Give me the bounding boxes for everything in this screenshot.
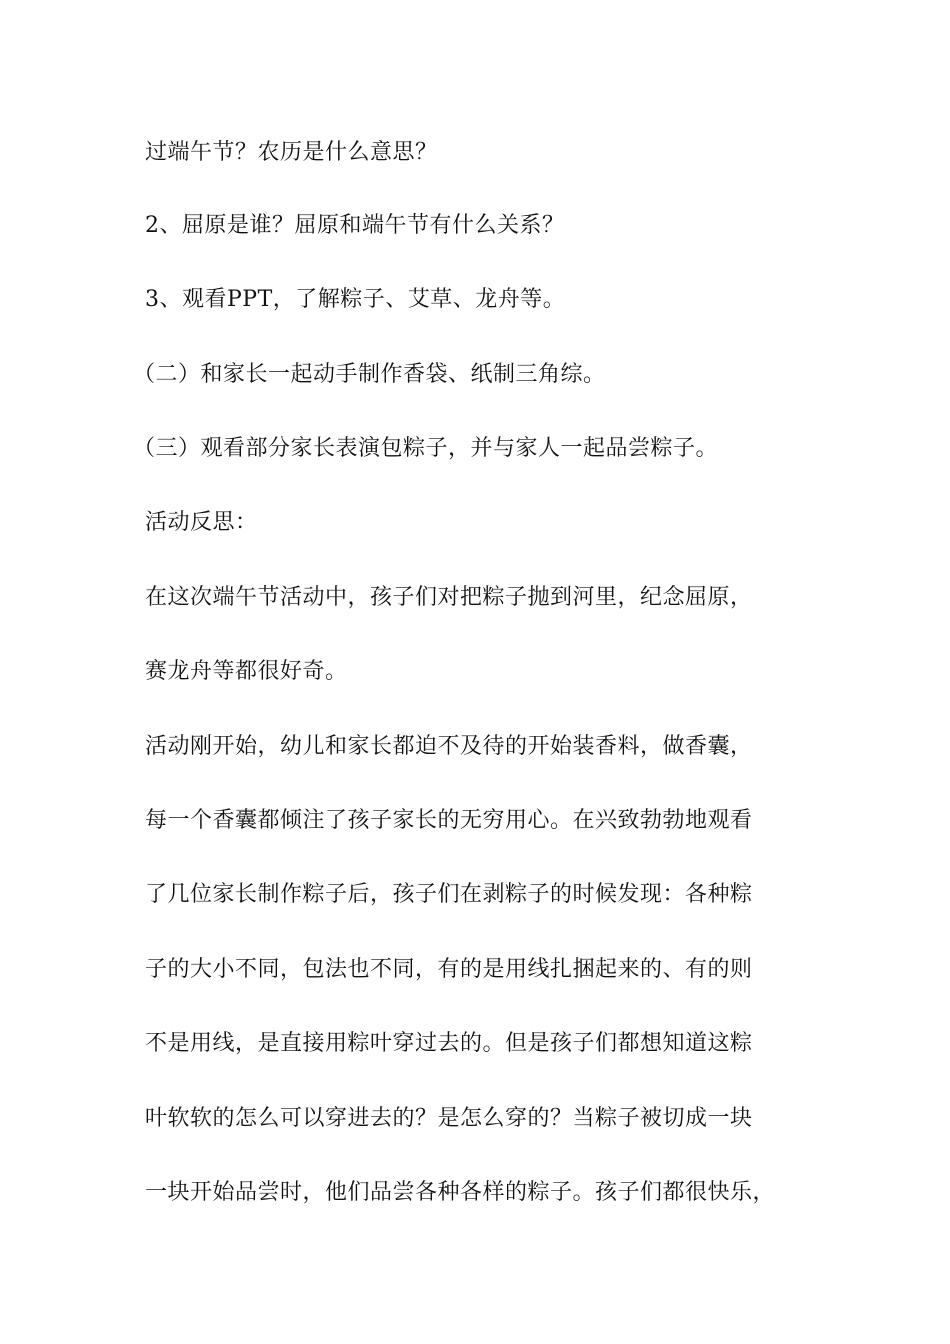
text-line-item-3: 3、观看PPT，了解粽子、艾草、龙舟等。 xyxy=(145,287,566,312)
paragraph-line: 活动刚开始，幼儿和家长都迫不及待的开始装香料，做香囊， xyxy=(145,734,753,759)
text-line-section-3: （三）观看部分家长表演包粽子，并与家人一起品尝粽子。 xyxy=(133,436,719,461)
paragraph-line: 了几位家长制作粽子后，孩子们在剥粽子的时候发现：各种粽 xyxy=(145,882,753,907)
text-line-section-2: （二）和家长一起动手制作香袋、纸制三角综。 xyxy=(133,362,606,387)
text-line-item-2: 2、屈原是谁？屈原和端午节有什么关系？ xyxy=(145,213,565,238)
paragraph-line: 叶软软的怎么可以穿进去的？是怎么穿的？当粽子被切成一块 xyxy=(145,1106,753,1131)
text-line-question-continuation: 过端午节？农历是什么意思？ xyxy=(145,140,438,165)
text-line-reflection-heading: 活动反思： xyxy=(145,510,258,535)
paragraph-line: 一块开始品尝时，他们品尝各种各样的粽子。孩子们都很快乐， xyxy=(145,1180,776,1205)
paragraph-line: 赛龙舟等都很好奇。 xyxy=(145,659,348,684)
paragraph-line: 每一个香囊都倾注了孩子家长的无穷用心。在兴致勃勃地观看 xyxy=(145,808,753,833)
paragraph-line: 在这次端午节活动中，孩子们对把粽子抛到河里，纪念屈原， xyxy=(145,585,753,610)
paragraph-line: 子的大小不同，包法也不同，有的是用线扎捆起来的、有的则 xyxy=(145,957,753,982)
paragraph-line: 不是用线，是直接用粽叶穿过去的。但是孩子们都想知道这粽 xyxy=(145,1031,753,1056)
